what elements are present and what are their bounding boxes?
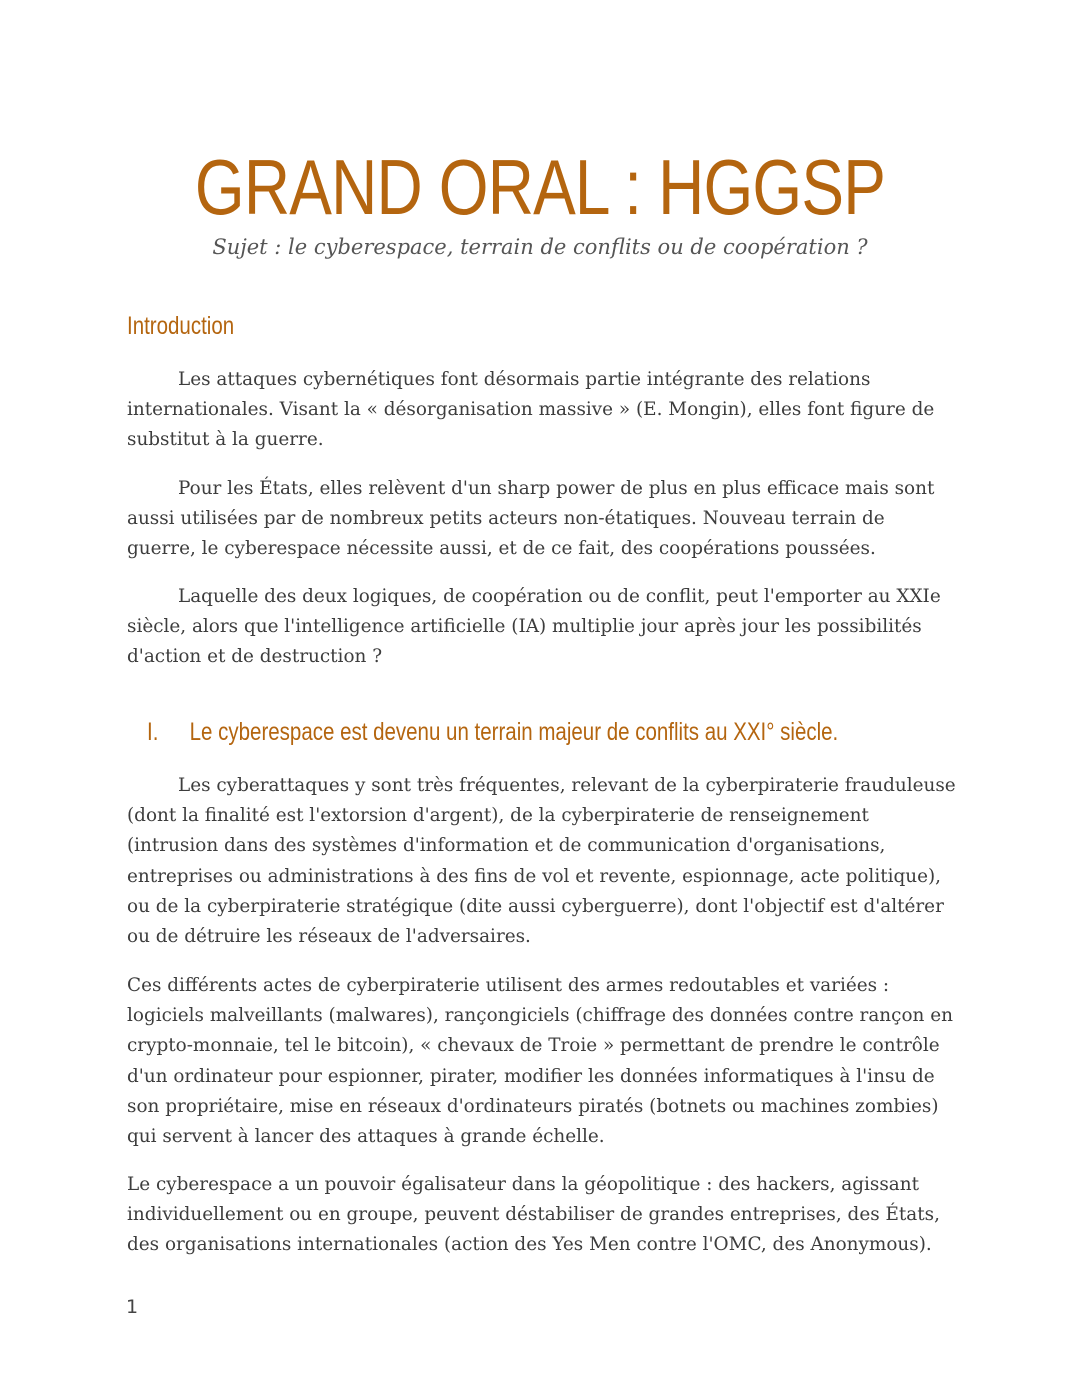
section-1-paragraph-3: Le cyberespace a un pouvoir égalisateur dans la géopolitique : des hackers, agissant individuellement ou en groupe, peuvent déstabiliser de grandes entreprises, des États, des organisations internationales (action des Yes Men contre l'OMC, des Anonymous). — [127, 1174, 940, 1256]
section-1-title: Le cyberespace est devenu un terrain majeur de conflits au XXI° siècle. — [189, 718, 839, 746]
section-1-number: I. — [147, 718, 159, 746]
document-title: GRAND ORAL : HGGSP — [194, 143, 886, 231]
intro-paragraph-1: Les attaques cybernétiques font désormais partie intégrante des relations internationales. Visant la « désorganisation massive » (E. Mongin), elles font figure de substitut à la guerre. — [127, 369, 935, 451]
document-subtitle: Sujet : le cyberespace, terrain de conflits ou de coopération ? — [212, 235, 868, 259]
intro-paragraph-2: Pour les États, elles relèvent d'un sharp power de plus en plus efficace mais sont aussi utilisées par de nombreux petits acteurs non-étatiques. Nouveau terrain de guerre, le cyberespace nécessite aussi, et de ce fait, des coopérations poussées. — [127, 478, 935, 560]
introduction-heading: Introduction — [127, 312, 235, 340]
section-1-paragraph-1: Les cyberattaques y sont très fréquentes, relevant de la cyberpiraterie frauduleuse (dont la finalité est l'extorsion d'argent), de la cyberpiraterie de renseignement (intrusion dans des systèmes d'information et de communication d'organisations, entreprises ou administrations à des fins de vol et revente, espionnage, acte politique), ou de la cyberpiraterie stratégique (dite aussi cyberguerre), dont l'objectif est d'altérer ou de détruire les réseaux de l'adversaires. — [127, 775, 956, 948]
section-1-heading — [147, 716, 838, 748]
page-number: 1 — [126, 1296, 139, 1318]
intro-paragraph-3: Laquelle des deux logiques, de coopération ou de conflit, peut l'emporter au XXIe siècle, alors que l'intelligence artificielle (IA) multiplie jour après jour les possibilités d'action et de destruction ? — [127, 586, 941, 668]
section-1-paragraph-2: Ces différents actes de cyberpiraterie utilisent des armes redoutables et variées : logiciels malveillants (malwares), rançongiciels (chiffrage des données contre rançon en crypto-monnaie, tel le bitcoin), « chevaux de Troie » permettant de prendre le contrôle d'un ordinateur pour espionner, pirater, modifier les données informatiques à l'insu de son propriétaire, mise en réseaux d'ordinateurs piratés (botnets ou machines zombies) qui servent à lancer des attaques à grande échelle. — [127, 975, 953, 1148]
